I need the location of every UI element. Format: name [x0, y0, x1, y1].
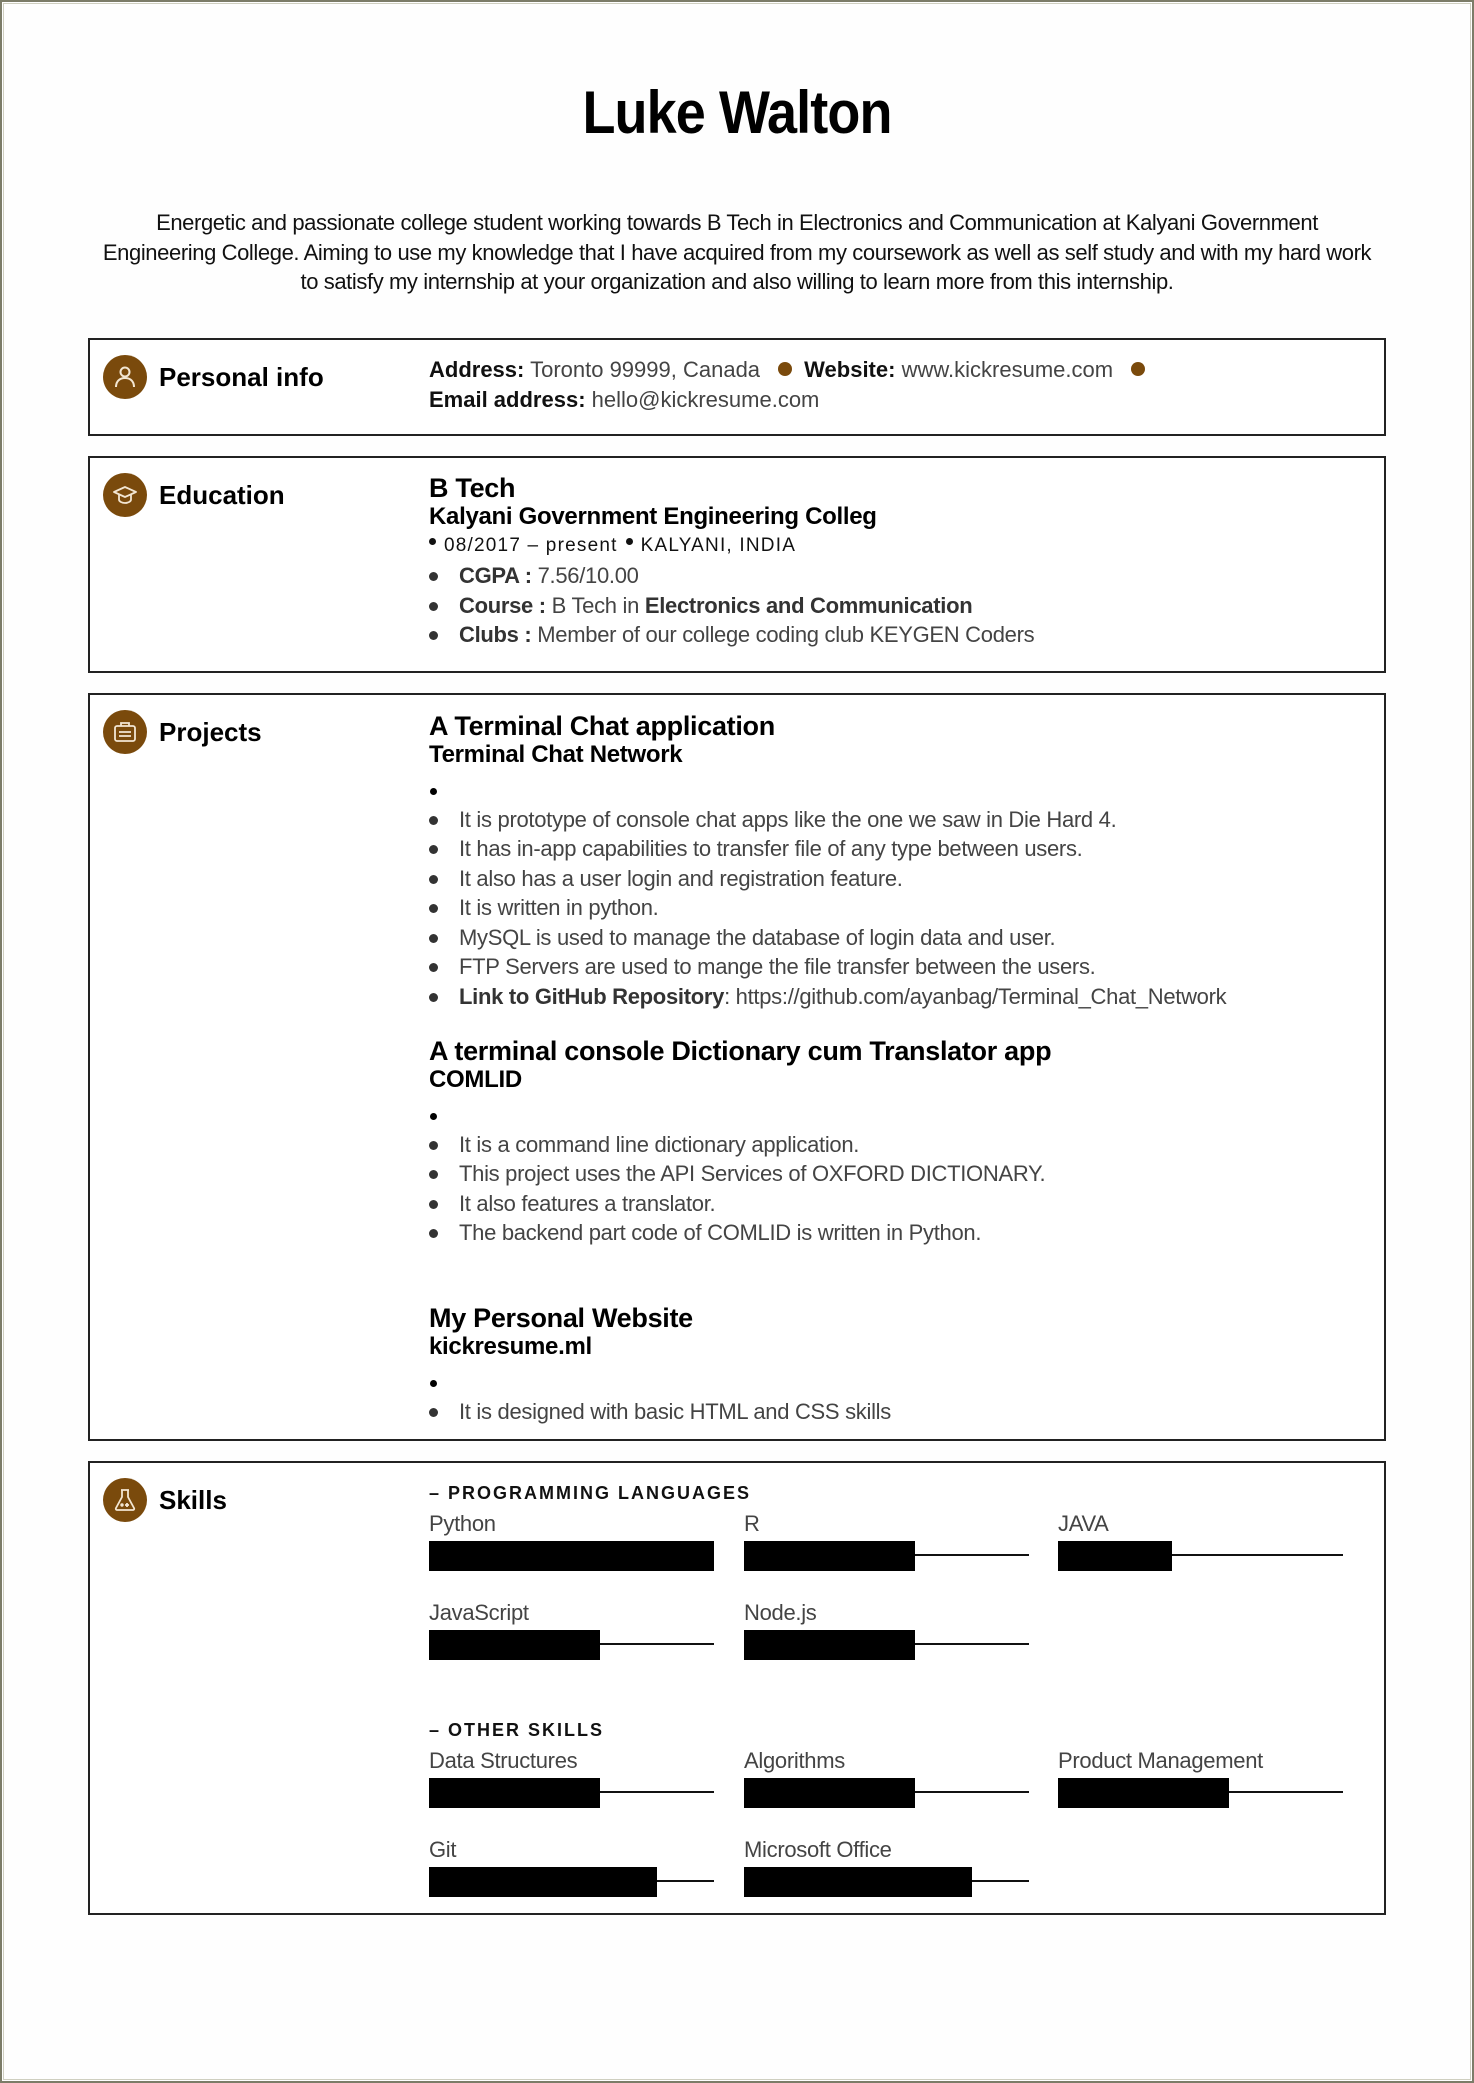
- list-item: This project uses the API Services of OXFORD DICTIONARY.: [429, 1159, 1364, 1189]
- list-item: It is designed with basic HTML and CSS skills: [429, 1397, 1364, 1427]
- list-item: FTP Servers are used to mange the file transfer between the users.: [429, 952, 1364, 982]
- list-item: [429, 1367, 1364, 1397]
- section-header: [103, 355, 324, 399]
- section-header: [103, 1478, 227, 1522]
- skills-section: [88, 1461, 1386, 1915]
- skill-item: [1058, 1511, 1343, 1571]
- skill-level-bar: [744, 1541, 1029, 1571]
- skill-name: Product Management: [1058, 1748, 1263, 1773]
- address-value: Toronto 99999, Canada: [530, 357, 761, 382]
- skill-name: Microsoft Office: [744, 1837, 892, 1862]
- bullet-dot: [429, 538, 436, 545]
- website-link[interactable]: www.kickresume.com: [901, 357, 1114, 382]
- skill-level-bar: [744, 1778, 1029, 1808]
- list-item: It also has a user login and registration feature.: [429, 864, 1364, 894]
- project-subtitle: kickresume.ml: [429, 1333, 592, 1360]
- skill-level-bar: [429, 1630, 714, 1660]
- skill-name: R: [744, 1511, 760, 1536]
- skill-item: [429, 1600, 714, 1660]
- list-item: The backend part code of COMLID is written in Python.: [429, 1218, 1364, 1248]
- list-item: It is prototype of console chat apps like the one we saw in Die Hard 4.: [429, 805, 1364, 835]
- education-details: [429, 561, 1364, 650]
- project-bullets: [429, 1100, 1364, 1248]
- skill-name: JAVA: [1058, 1511, 1109, 1536]
- skill-name: Node.js: [744, 1600, 817, 1625]
- project-name: A terminal console Dictionary cum Translator app: [429, 1036, 1052, 1066]
- separator-dot: [1131, 362, 1145, 376]
- skill-item: [429, 1748, 714, 1808]
- section-title: Skills: [159, 1484, 227, 1515]
- list-item: It has in-app capabilities to transfer file of any type between users.: [429, 834, 1364, 864]
- project-subtitle: COMLID: [429, 1066, 522, 1093]
- project-bullets: [429, 775, 1364, 1011]
- person-icon: [103, 355, 147, 399]
- skill-level-bar: [429, 1867, 714, 1897]
- briefcase-icon: [103, 710, 147, 754]
- section-title: Education: [159, 479, 285, 510]
- bullet-dot: [626, 538, 633, 545]
- skill-category-title: – PROGRAMMING LANGUAGES: [429, 1483, 752, 1503]
- list-item: It is a command line dictionary application.: [429, 1130, 1364, 1160]
- skill-item: [744, 1600, 1029, 1660]
- list-item: MySQL is used to manage the database of login data and user.: [429, 923, 1364, 953]
- skill-item: [1058, 1748, 1343, 1808]
- project-name: A Terminal Chat application: [429, 711, 775, 741]
- education-section: [88, 456, 1386, 673]
- candidate-name: Luke Walton: [582, 79, 892, 146]
- project-bullets: [429, 1367, 1364, 1426]
- skill-level-bar: [1058, 1778, 1343, 1808]
- skill-category-title: – OTHER SKILLS: [429, 1720, 605, 1740]
- list-item: It also features a translator.: [429, 1189, 1364, 1219]
- skill-level-bar: [744, 1630, 1029, 1660]
- github-link-label: Link to GitHub Repository: [459, 983, 725, 1009]
- education-meta: [429, 531, 1364, 561]
- project-item: [429, 1304, 1364, 1426]
- project-item: [429, 712, 1364, 1011]
- education-dates: 08/2017 – present: [444, 535, 618, 556]
- projects-section: [88, 693, 1386, 1441]
- list-item: It is written in python.: [429, 893, 1364, 923]
- skill-name: JavaScript: [429, 1600, 529, 1625]
- skill-item: [429, 1837, 714, 1897]
- education-location: KALYANI, INDIA: [640, 535, 797, 556]
- list-item: [429, 775, 1364, 805]
- skill-item: [429, 1511, 714, 1571]
- summary: Energetic and passionate college student working towards B Tech in Electronics and Communication at Kalyani Government Engineering College. Aiming to use my knowledge that I have acquired from my coursework as well as self study and with my hard work to satisfy my internship at your organization and also willing to learn more from this internship.: [102, 210, 1372, 294]
- section-title: Personal info: [159, 361, 324, 392]
- school-name: Kalyani Government Engineering Colleg: [429, 503, 877, 530]
- github-link[interactable]: : https://github.com/ayanbag/Terminal_Chat_Network: [724, 983, 1227, 1009]
- skill-item: [744, 1837, 1029, 1897]
- list-item: Clubs : Member of our college coding club KEYGEN Coders: [429, 620, 1364, 650]
- project-item: [429, 1037, 1364, 1248]
- flask-icon: [103, 1478, 147, 1522]
- skill-item: [744, 1511, 1029, 1571]
- skill-item: [744, 1748, 1029, 1808]
- list-item: Course : B Tech in Electronics and Communication: [429, 591, 1364, 621]
- personal-info-section: [88, 338, 1386, 436]
- project-subtitle: Terminal Chat Network: [429, 741, 683, 768]
- skill-name: Python: [429, 1511, 496, 1536]
- list-item: [429, 1100, 1364, 1130]
- skill-name: Git: [429, 1837, 457, 1862]
- list-item: CGPA : 7.56/10.00: [429, 561, 1364, 591]
- skill-name: Data Structures: [429, 1748, 578, 1773]
- skill-level-bar: [429, 1778, 714, 1808]
- email-link[interactable]: hello@kickresume.com: [591, 387, 820, 412]
- section-header: [103, 710, 262, 754]
- separator-dot: [778, 362, 792, 376]
- degree: B Tech: [429, 473, 516, 503]
- section-title: Projects: [159, 716, 262, 747]
- skill-level-bar: [429, 1541, 714, 1571]
- skill-level-bar: [1058, 1541, 1343, 1571]
- project-name: My Personal Website: [429, 1303, 693, 1333]
- address-label: Address:: [429, 357, 525, 382]
- list-item: [429, 982, 1364, 1012]
- skill-name: Algorithms: [744, 1748, 845, 1773]
- graduation-cap-icon: [103, 473, 147, 517]
- email-label: Email address:: [429, 387, 586, 412]
- website-label: Website:: [804, 357, 896, 382]
- section-header: [103, 473, 285, 517]
- skill-level-bar: [744, 1867, 1029, 1897]
